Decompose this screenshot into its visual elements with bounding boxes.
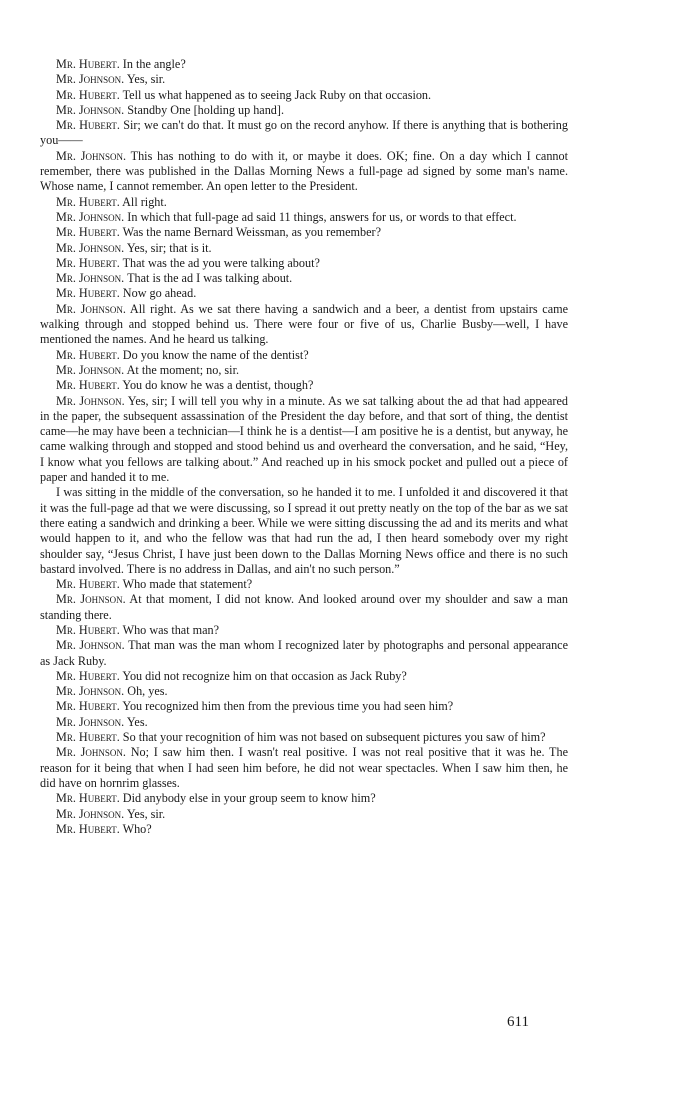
speaker-name: Mr. Hubert.	[56, 118, 120, 133]
transcript-paragraph	[40, 241, 568, 256]
transcript-paragraph	[40, 118, 568, 149]
transcript-paragraph	[40, 485, 568, 577]
speaker-name: Mr. Johnson.	[56, 209, 125, 224]
paragraph-text: At the moment; no, sir.	[126, 362, 239, 377]
speaker-name: Mr. Johnson.	[56, 271, 125, 286]
paragraph-text: That is the ad I was talking about.	[127, 271, 293, 286]
transcript-paragraph	[40, 715, 568, 730]
speaker-name: Mr. Johnson.	[56, 592, 126, 607]
speaker-name: Mr. Johnson.	[56, 72, 125, 87]
page-number: 611	[507, 1014, 529, 1030]
paragraph-text: This has nothing to do with it, or maybe it does. OK; fine. On a day which I cannot remember, there was published in the Dallas Morning News a full-page ad signed by some man's name. Whose name, I cannot remember. An open letter to the President.	[40, 148, 568, 194]
transcript-paragraph	[40, 394, 568, 486]
transcript-paragraph	[40, 195, 568, 210]
transcript-paragraph	[40, 256, 568, 271]
paragraph-text: All right.	[122, 194, 167, 209]
transcript-paragraph	[40, 57, 568, 72]
speaker-name: Mr. Hubert.	[56, 286, 120, 301]
transcript-paragraph	[40, 210, 568, 225]
transcript-page	[40, 57, 568, 837]
speaker-name: Mr. Hubert.	[56, 791, 120, 806]
paragraph-text: Who made that statement?	[122, 577, 253, 592]
transcript-paragraph	[40, 577, 568, 592]
speaker-name: Mr. Johnson.	[56, 240, 125, 255]
paragraph-text: Yes, sir; that is it.	[126, 240, 212, 255]
transcript-paragraph	[40, 745, 568, 791]
transcript-paragraph	[40, 225, 568, 240]
transcript-paragraph	[40, 684, 568, 699]
paragraph-text: All right. As we sat there having a sandwich and a beer, a dentist from upstairs came walking through and stopped behind us. There were four or five of us, Charlie Busby—well, I have mentioned the names. And he heard us talking.	[40, 301, 568, 347]
transcript-paragraph	[40, 791, 568, 806]
transcript-paragraph	[40, 88, 568, 103]
paragraph-text: Now go ahead.	[122, 286, 197, 301]
paragraph-text: In which that full-page ad said 11 things, answers for us, or words to that effect.	[127, 209, 517, 224]
paragraph-text: You do know he was a dentist, though?	[122, 378, 314, 393]
paragraph-text: Who?	[122, 821, 152, 836]
paragraph-text: Yes, sir.	[126, 72, 166, 87]
transcript-paragraph	[40, 730, 568, 745]
paragraph-text: Yes, sir; I will tell you why in a minute. As we sat talking about the ad that had appeared in the paper, the subsequent assassination of the President the day before, and that sort of thing, the dentist came—he may have been a technician—I think he is a dentist—I am positive he is a dentist, but anyway, he came walking through and stopped and stood behind us and overheard the conversation, and he said, “Hey, I know what you fellows are talking about.” And reached up in his smock pocket and pulled out a piece of paper and handed it to me.	[40, 393, 568, 485]
transcript-paragraph	[40, 103, 568, 118]
transcript-paragraph	[40, 348, 568, 363]
speaker-name: Mr. Hubert.	[56, 668, 120, 683]
paragraph-text: Yes, sir.	[126, 806, 166, 821]
speaker-name: Mr. Johnson.	[56, 148, 127, 163]
transcript-paragraph	[40, 807, 568, 822]
speaker-name: Mr. Hubert.	[56, 194, 120, 209]
paragraph-text: No; I saw him then. I wasn't real positive. I was not real positive that it was he. The reason for it being that when I had seen him before, he did not wear spectacles. When I saw him then, he did have on hornrim glasses.	[40, 745, 569, 790]
paragraph-text: You recognized him then from the previous time you had seen him?	[122, 699, 454, 714]
transcript-paragraph	[40, 271, 568, 286]
speaker-name: Mr. Hubert.	[56, 577, 120, 592]
paragraph-text: At that moment, I did not know. And looked around over my shoulder and saw a man standing there.	[40, 592, 568, 622]
paragraph-text: So that your recognition of him was not based on subsequent pictures you saw of him?	[122, 730, 546, 745]
paragraph-text: That man was the man whom I recognized later by photographs and personal appearance as Jack Ruby.	[40, 638, 569, 668]
speaker-name: Mr. Hubert.	[56, 255, 120, 270]
speaker-name: Mr. Johnson.	[56, 301, 126, 316]
speaker-name: Mr. Johnson.	[56, 745, 126, 760]
speaker-name: Mr. Hubert.	[56, 730, 120, 745]
paragraph-text: Did anybody else in your group seem to know him?	[122, 791, 376, 806]
transcript-paragraph	[40, 286, 568, 301]
paragraph-text: In the angle?	[122, 57, 186, 71]
speaker-name: Mr. Hubert.	[56, 57, 120, 71]
speaker-name: Mr. Johnson.	[56, 393, 125, 408]
transcript-paragraph	[40, 149, 568, 195]
paragraph-text: Who was that man?	[122, 622, 220, 637]
speaker-name: Mr. Hubert.	[56, 378, 120, 393]
paragraph-text: Was the name Bernard Weissman, as you remember?	[122, 225, 381, 240]
speaker-name: Mr. Hubert.	[56, 225, 120, 240]
speaker-name: Mr. Johnson.	[56, 362, 125, 377]
transcript-paragraph	[40, 363, 568, 378]
speaker-name: Mr. Hubert.	[56, 622, 120, 637]
speaker-name: Mr. Johnson.	[56, 638, 125, 653]
transcript-paragraph	[40, 378, 568, 393]
paragraph-text: Tell us what happened as to seeing Jack Ruby on that occasion.	[122, 87, 432, 102]
speaker-name: Mr. Johnson.	[56, 806, 125, 821]
transcript-paragraph	[40, 669, 568, 684]
transcript-paragraph	[40, 822, 568, 837]
paragraph-text: Yes.	[126, 714, 148, 729]
paragraph-text: Sir; we can't do that. It must go on the record anyhow. If there is anything that is bothering you——	[40, 118, 568, 148]
speaker-name: Mr. Hubert.	[56, 821, 120, 836]
transcript-paragraph	[40, 72, 568, 87]
transcript-paragraph	[40, 592, 568, 623]
paragraph-text: Oh, yes.	[127, 684, 168, 699]
speaker-name: Mr. Hubert.	[56, 699, 120, 714]
speaker-name: Mr. Johnson.	[56, 684, 125, 699]
speaker-name: Mr. Hubert.	[56, 87, 120, 102]
transcript-paragraph	[40, 623, 568, 638]
paragraph-text: You did not recognize him on that occasion as Jack Ruby?	[122, 668, 407, 683]
paragraph-text: Do you know the name of the dentist?	[122, 347, 309, 362]
transcript-paragraph	[40, 302, 568, 348]
speaker-name: Mr. Hubert.	[56, 347, 120, 362]
paragraph-text: Standby One [holding up hand].	[127, 102, 285, 117]
transcript-paragraph	[40, 638, 568, 669]
paragraph-text: I was sitting in the middle of the conversation, so he handed it to me. I unfolded it and discovered it that it was the full-page ad that we were discussing, so I spread it out pretty neatly on the top of the bar as we sat there eating a sandwich and drinking a beer. While we were sitting discussing the ad and its merits and what would happen to it, and who the fellow was that had run the ad, I then heard somebody over my right shoulder say, “Jesus Christ, I have just been down to the Dallas Morning News office and there is no such bastard involved. There is no address in Dallas, and ain't no such person.”	[40, 485, 568, 576]
speaker-name: Mr. Johnson.	[56, 714, 125, 729]
transcript-paragraph	[40, 699, 568, 714]
speaker-name: Mr. Johnson.	[56, 102, 125, 117]
paragraph-text: That was the ad you were talking about?	[122, 255, 320, 270]
